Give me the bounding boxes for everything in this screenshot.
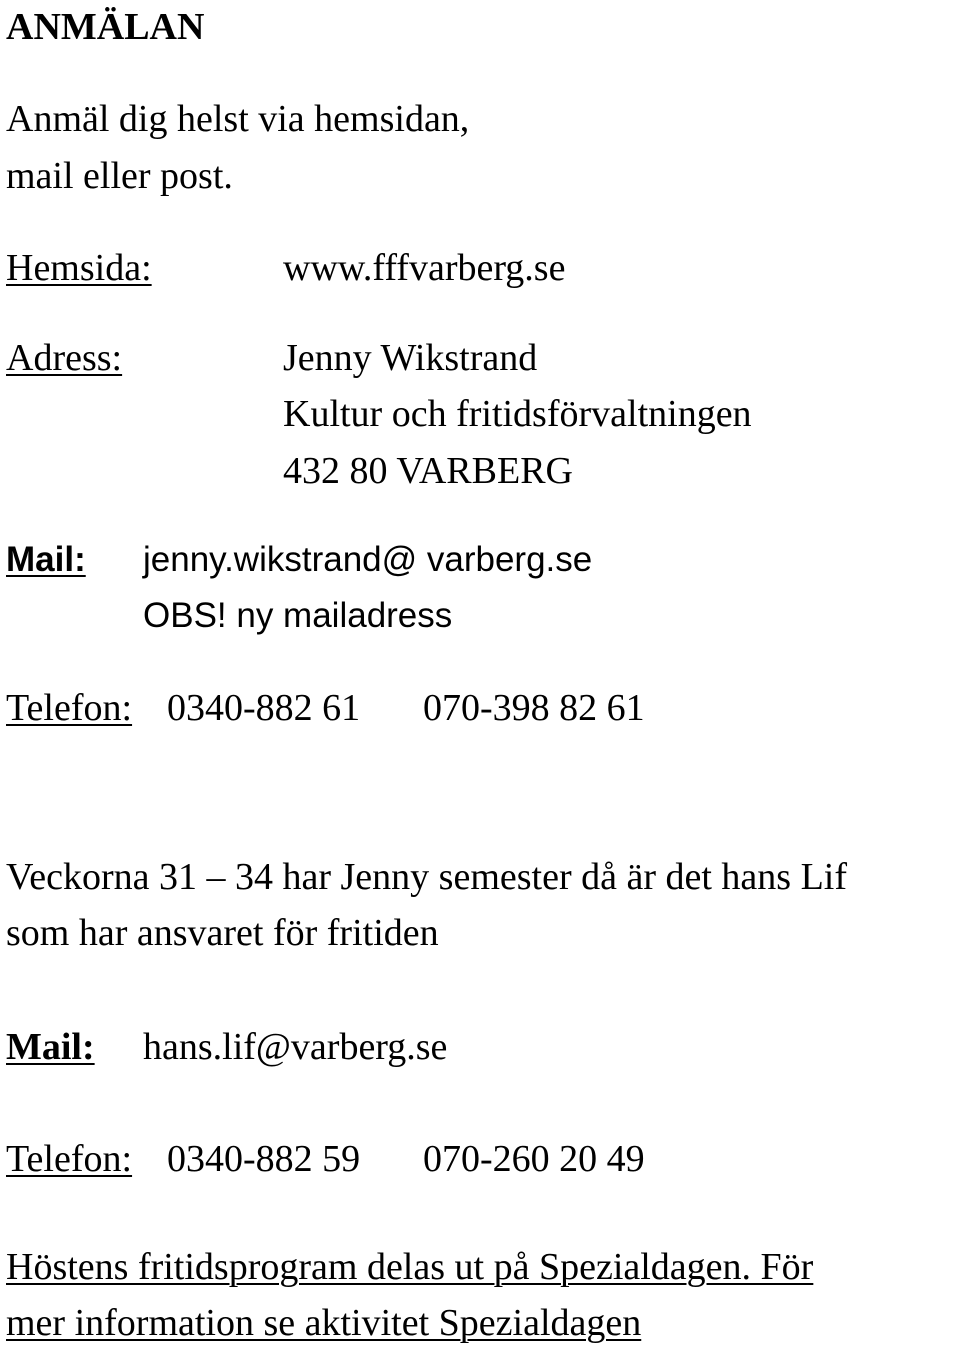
phone-label-jenny: Telefon: [6, 687, 133, 729]
mail-address-jenny[interactable]: jenny.wikstrand@ varberg.se [143, 540, 593, 579]
address-label: Adress: [6, 337, 123, 379]
website-label: Hemsida: [6, 247, 152, 289]
phone-number-jenny-2: 070-398 82 61 [423, 687, 645, 729]
footer-line-1: Höstens fritidsprogram delas ut på Spezialdagen. För [6, 1246, 814, 1288]
address-line-name: Jenny Wikstrand [283, 337, 538, 379]
phone-number-hans-1: 0340-882 59 [167, 1138, 361, 1180]
mail-address-hans[interactable]: hans.lif@varberg.se [143, 1026, 448, 1068]
phone-number-jenny-1: 0340-882 61 [167, 687, 361, 729]
mail-note: OBS! ny mailadress [143, 596, 453, 635]
mail-label-hans: Mail: [6, 1026, 95, 1068]
phone-number-hans-2: 070-260 20 49 [423, 1138, 645, 1180]
address-line-department: Kultur och fritidsförvaltningen [283, 393, 752, 435]
vacation-notice-line-1: Veckorna 31 – 34 har Jenny semester då är det hans Lif [6, 856, 847, 898]
phone-label-hans: Telefon: [6, 1138, 133, 1180]
intro-line-2: mail eller post. [6, 155, 233, 197]
website-link[interactable]: www.fffvarberg.se [283, 247, 566, 289]
address-line-postal: 432 80 VARBERG [283, 450, 573, 492]
mail-label-jenny: Mail: [6, 540, 86, 579]
page-title: ANMÄLAN [6, 6, 205, 48]
vacation-notice-line-2: som har ansvaret för fritiden [6, 912, 439, 954]
intro-line-1: Anmäl dig helst via hemsidan, [6, 98, 470, 140]
footer-line-2: mer information se aktivitet Spezialdagen [6, 1302, 642, 1344]
